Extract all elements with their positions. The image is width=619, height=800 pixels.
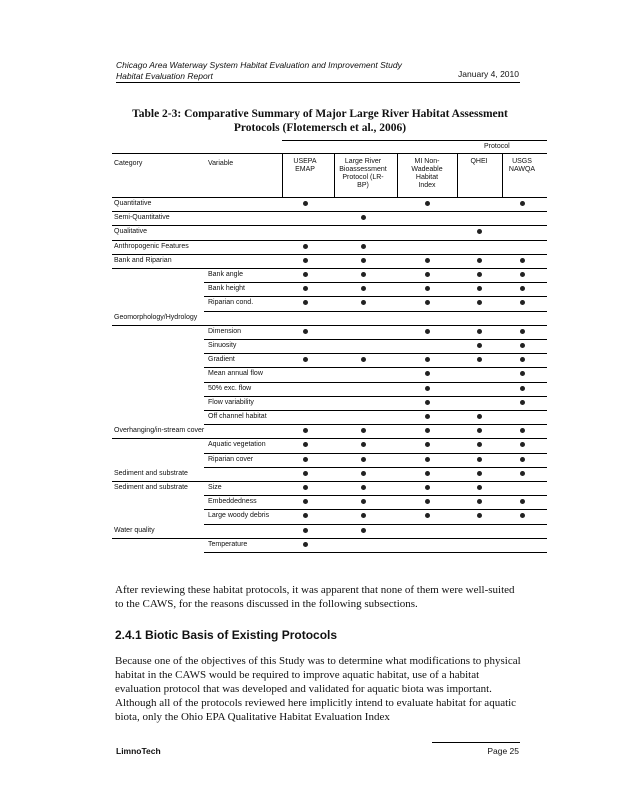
row-rule xyxy=(204,467,547,468)
row-rule xyxy=(204,509,547,510)
check-mark xyxy=(303,471,308,476)
row-category: Sediment and substrate xyxy=(114,484,188,491)
row-rule xyxy=(204,453,547,454)
check-mark xyxy=(361,258,366,263)
row-rule xyxy=(204,311,547,312)
row-rule xyxy=(204,339,547,340)
check-mark xyxy=(303,528,308,533)
row-rule xyxy=(112,240,547,241)
check-mark xyxy=(477,513,482,518)
header-column-divider xyxy=(457,153,458,197)
row-rule xyxy=(112,538,547,539)
row-variable: Riparian cover xyxy=(208,455,254,463)
check-mark xyxy=(520,499,525,504)
check-mark xyxy=(361,215,366,220)
check-mark xyxy=(425,457,430,462)
check-mark xyxy=(520,457,525,462)
row-variable: Large woody debris xyxy=(208,512,270,520)
row-variable: Flow variability xyxy=(208,398,254,406)
check-mark xyxy=(520,329,525,334)
row-rule xyxy=(112,211,547,212)
row-variable: Bank height xyxy=(208,285,245,293)
row-variable: Off channel habitat xyxy=(208,413,267,420)
row-variable: Bank angle xyxy=(208,271,244,278)
check-mark xyxy=(477,300,482,305)
check-mark xyxy=(303,513,308,518)
header-rule xyxy=(116,82,520,83)
check-mark xyxy=(361,272,366,277)
check-mark xyxy=(520,258,525,263)
row-rule xyxy=(204,382,547,383)
check-mark xyxy=(477,485,482,490)
protocol-header-rule xyxy=(112,153,547,154)
check-mark xyxy=(520,371,525,376)
footer-organization: LimnoTech xyxy=(116,746,161,756)
check-mark xyxy=(425,513,430,518)
row-category: Sediment and substrate xyxy=(114,469,188,477)
check-mark xyxy=(303,300,308,305)
check-mark xyxy=(303,272,308,277)
row-rule xyxy=(204,282,547,283)
check-mark xyxy=(303,442,308,447)
check-mark xyxy=(477,471,482,476)
row-rule xyxy=(204,410,547,411)
check-mark xyxy=(477,499,482,504)
check-mark xyxy=(477,229,482,234)
column-header-protocol-2: Large River Bioassessment Protocol (LR- BP) xyxy=(339,158,387,189)
check-mark xyxy=(303,499,308,504)
table-title xyxy=(110,107,530,135)
check-mark xyxy=(425,414,430,419)
body-paragraph-1: After reviewing these habitat protocols, it was apparent that none of them were well-suited to the CAWS, for the reasons discussed in the following subsections. xyxy=(115,584,515,610)
row-variable: Embeddedness xyxy=(208,498,257,506)
check-mark xyxy=(425,428,430,433)
row-category: Water quality xyxy=(114,526,155,534)
row-variable: Temperature xyxy=(208,540,248,548)
row-rule xyxy=(112,254,547,255)
column-header-protocol-5: USGS NAWQA xyxy=(508,158,536,173)
column-header-protocol-3: MI Non- Wadeable Habitat Index xyxy=(411,158,443,189)
check-mark xyxy=(425,357,430,362)
row-variable: Aquatic vegetation xyxy=(208,441,266,449)
check-mark xyxy=(425,485,430,490)
check-mark xyxy=(477,442,482,447)
check-mark xyxy=(303,357,308,362)
check-mark xyxy=(303,244,308,249)
check-mark xyxy=(361,528,366,533)
column-header-category: Category xyxy=(114,160,143,167)
row-rule xyxy=(112,225,547,226)
row-rule xyxy=(112,438,547,439)
check-mark xyxy=(520,471,525,476)
check-mark xyxy=(520,343,525,348)
body-paragraph-2: Because one of the objectives of this Study was to determine what modifications to physical habitat in the CAWS would be required to improve aquatic habitat, use of a habitat evaluation protocol that was developed and validated for aquatic biota was important. Although all of the protocols reviewed here implicitly intend to evaluate habitat for aquatic biota, only the Ohio EPA Qualitative Habitat Evaluation Index xyxy=(115,655,521,723)
check-mark xyxy=(361,300,366,305)
check-mark xyxy=(361,286,366,291)
row-variable: Sinuosity xyxy=(208,342,237,349)
check-mark xyxy=(425,286,430,291)
check-mark xyxy=(425,471,430,476)
check-mark xyxy=(425,371,430,376)
check-mark xyxy=(520,513,525,518)
row-variable: 50% exc. flow xyxy=(208,384,252,392)
check-mark xyxy=(425,300,430,305)
section-heading: 2.4.1 Biotic Basis of Existing Protocols xyxy=(115,628,338,642)
row-category: Anthropogenic Features xyxy=(114,242,189,250)
check-mark xyxy=(477,329,482,334)
check-mark xyxy=(425,386,430,391)
row-rule xyxy=(204,367,547,368)
protocol-comparison-table xyxy=(112,140,547,560)
check-mark xyxy=(477,428,482,433)
footer-page-number: Page 25 xyxy=(487,746,519,756)
header-column-divider xyxy=(334,153,335,197)
check-mark xyxy=(303,286,308,291)
check-mark xyxy=(361,499,366,504)
check-mark xyxy=(361,428,366,433)
header-bottom-rule xyxy=(112,197,547,198)
row-variable: Riparian cond. xyxy=(208,299,254,307)
check-mark xyxy=(361,471,366,476)
check-mark xyxy=(477,357,482,362)
check-mark xyxy=(425,329,430,334)
check-mark xyxy=(520,286,525,291)
check-mark xyxy=(477,286,482,291)
row-rule xyxy=(204,296,547,297)
check-mark xyxy=(303,485,308,490)
check-mark xyxy=(425,442,430,447)
column-header-protocol-1: USEPA EMAP xyxy=(293,158,317,173)
row-rule xyxy=(204,495,547,496)
row-rule xyxy=(204,396,547,397)
check-mark xyxy=(477,272,482,277)
check-mark xyxy=(477,457,482,462)
table-title-line-2: Protocols (Flotemersch et al., 2006) xyxy=(233,122,407,134)
row-category: Geomorphology/Hydrology xyxy=(114,313,198,321)
check-mark xyxy=(520,300,525,305)
header-column-divider xyxy=(502,153,503,197)
check-mark xyxy=(303,428,308,433)
running-header-title: Chicago Area Waterway System Habitat Evaluation and Improvement Study xyxy=(116,60,402,70)
check-mark xyxy=(425,499,430,504)
check-mark xyxy=(425,272,430,277)
check-mark xyxy=(303,329,308,334)
check-mark xyxy=(520,272,525,277)
check-mark xyxy=(425,400,430,405)
check-mark xyxy=(303,457,308,462)
running-header-subtitle: Habitat Evaluation Report xyxy=(116,71,213,81)
row-rule xyxy=(204,424,547,425)
check-mark xyxy=(520,400,525,405)
check-mark xyxy=(361,457,366,462)
row-rule xyxy=(112,481,547,482)
check-mark xyxy=(303,542,308,547)
check-mark xyxy=(361,442,366,447)
check-mark xyxy=(361,513,366,518)
check-mark xyxy=(477,258,482,263)
check-mark xyxy=(303,201,308,206)
row-rule xyxy=(112,268,547,269)
check-mark xyxy=(520,201,525,206)
row-category: Qualitative xyxy=(114,228,148,236)
header-date: January 4, 2010 xyxy=(458,69,519,79)
check-mark xyxy=(361,244,366,249)
row-category: Quantitative xyxy=(114,200,152,207)
table-title-line-1: Table 2-3: Comparative Summary of Major Large River Habitat Assessment xyxy=(132,108,508,120)
check-mark xyxy=(361,485,366,490)
row-variable: Size xyxy=(208,484,222,491)
check-mark xyxy=(425,258,430,263)
column-header-variable: Variable xyxy=(208,160,234,167)
header-column-divider xyxy=(282,153,283,197)
row-variable: Dimension xyxy=(208,327,242,335)
row-category: Semi-Quantitative xyxy=(114,214,170,222)
row-category: Bank and Riparian xyxy=(114,256,172,264)
row-rule xyxy=(204,353,547,354)
row-rule xyxy=(112,325,547,326)
check-mark xyxy=(477,343,482,348)
check-mark xyxy=(477,414,482,419)
footer-rule xyxy=(432,742,520,743)
table-top-rule xyxy=(282,140,547,141)
check-mark xyxy=(520,442,525,447)
header-column-divider xyxy=(397,153,398,197)
check-mark xyxy=(520,357,525,362)
row-rule xyxy=(204,524,547,525)
row-variable: Mean annual flow xyxy=(208,370,263,378)
check-mark xyxy=(520,428,525,433)
column-header-protocol-4: QHEI xyxy=(470,158,488,165)
row-category: Overhanging/in-stream cover xyxy=(114,427,205,435)
protocol-group-label: Protocol xyxy=(484,143,510,150)
row-rule xyxy=(204,552,547,553)
check-mark xyxy=(361,357,366,362)
check-mark xyxy=(303,258,308,263)
check-mark xyxy=(520,386,525,391)
row-variable: Gradient xyxy=(208,356,235,364)
check-mark xyxy=(425,201,430,206)
